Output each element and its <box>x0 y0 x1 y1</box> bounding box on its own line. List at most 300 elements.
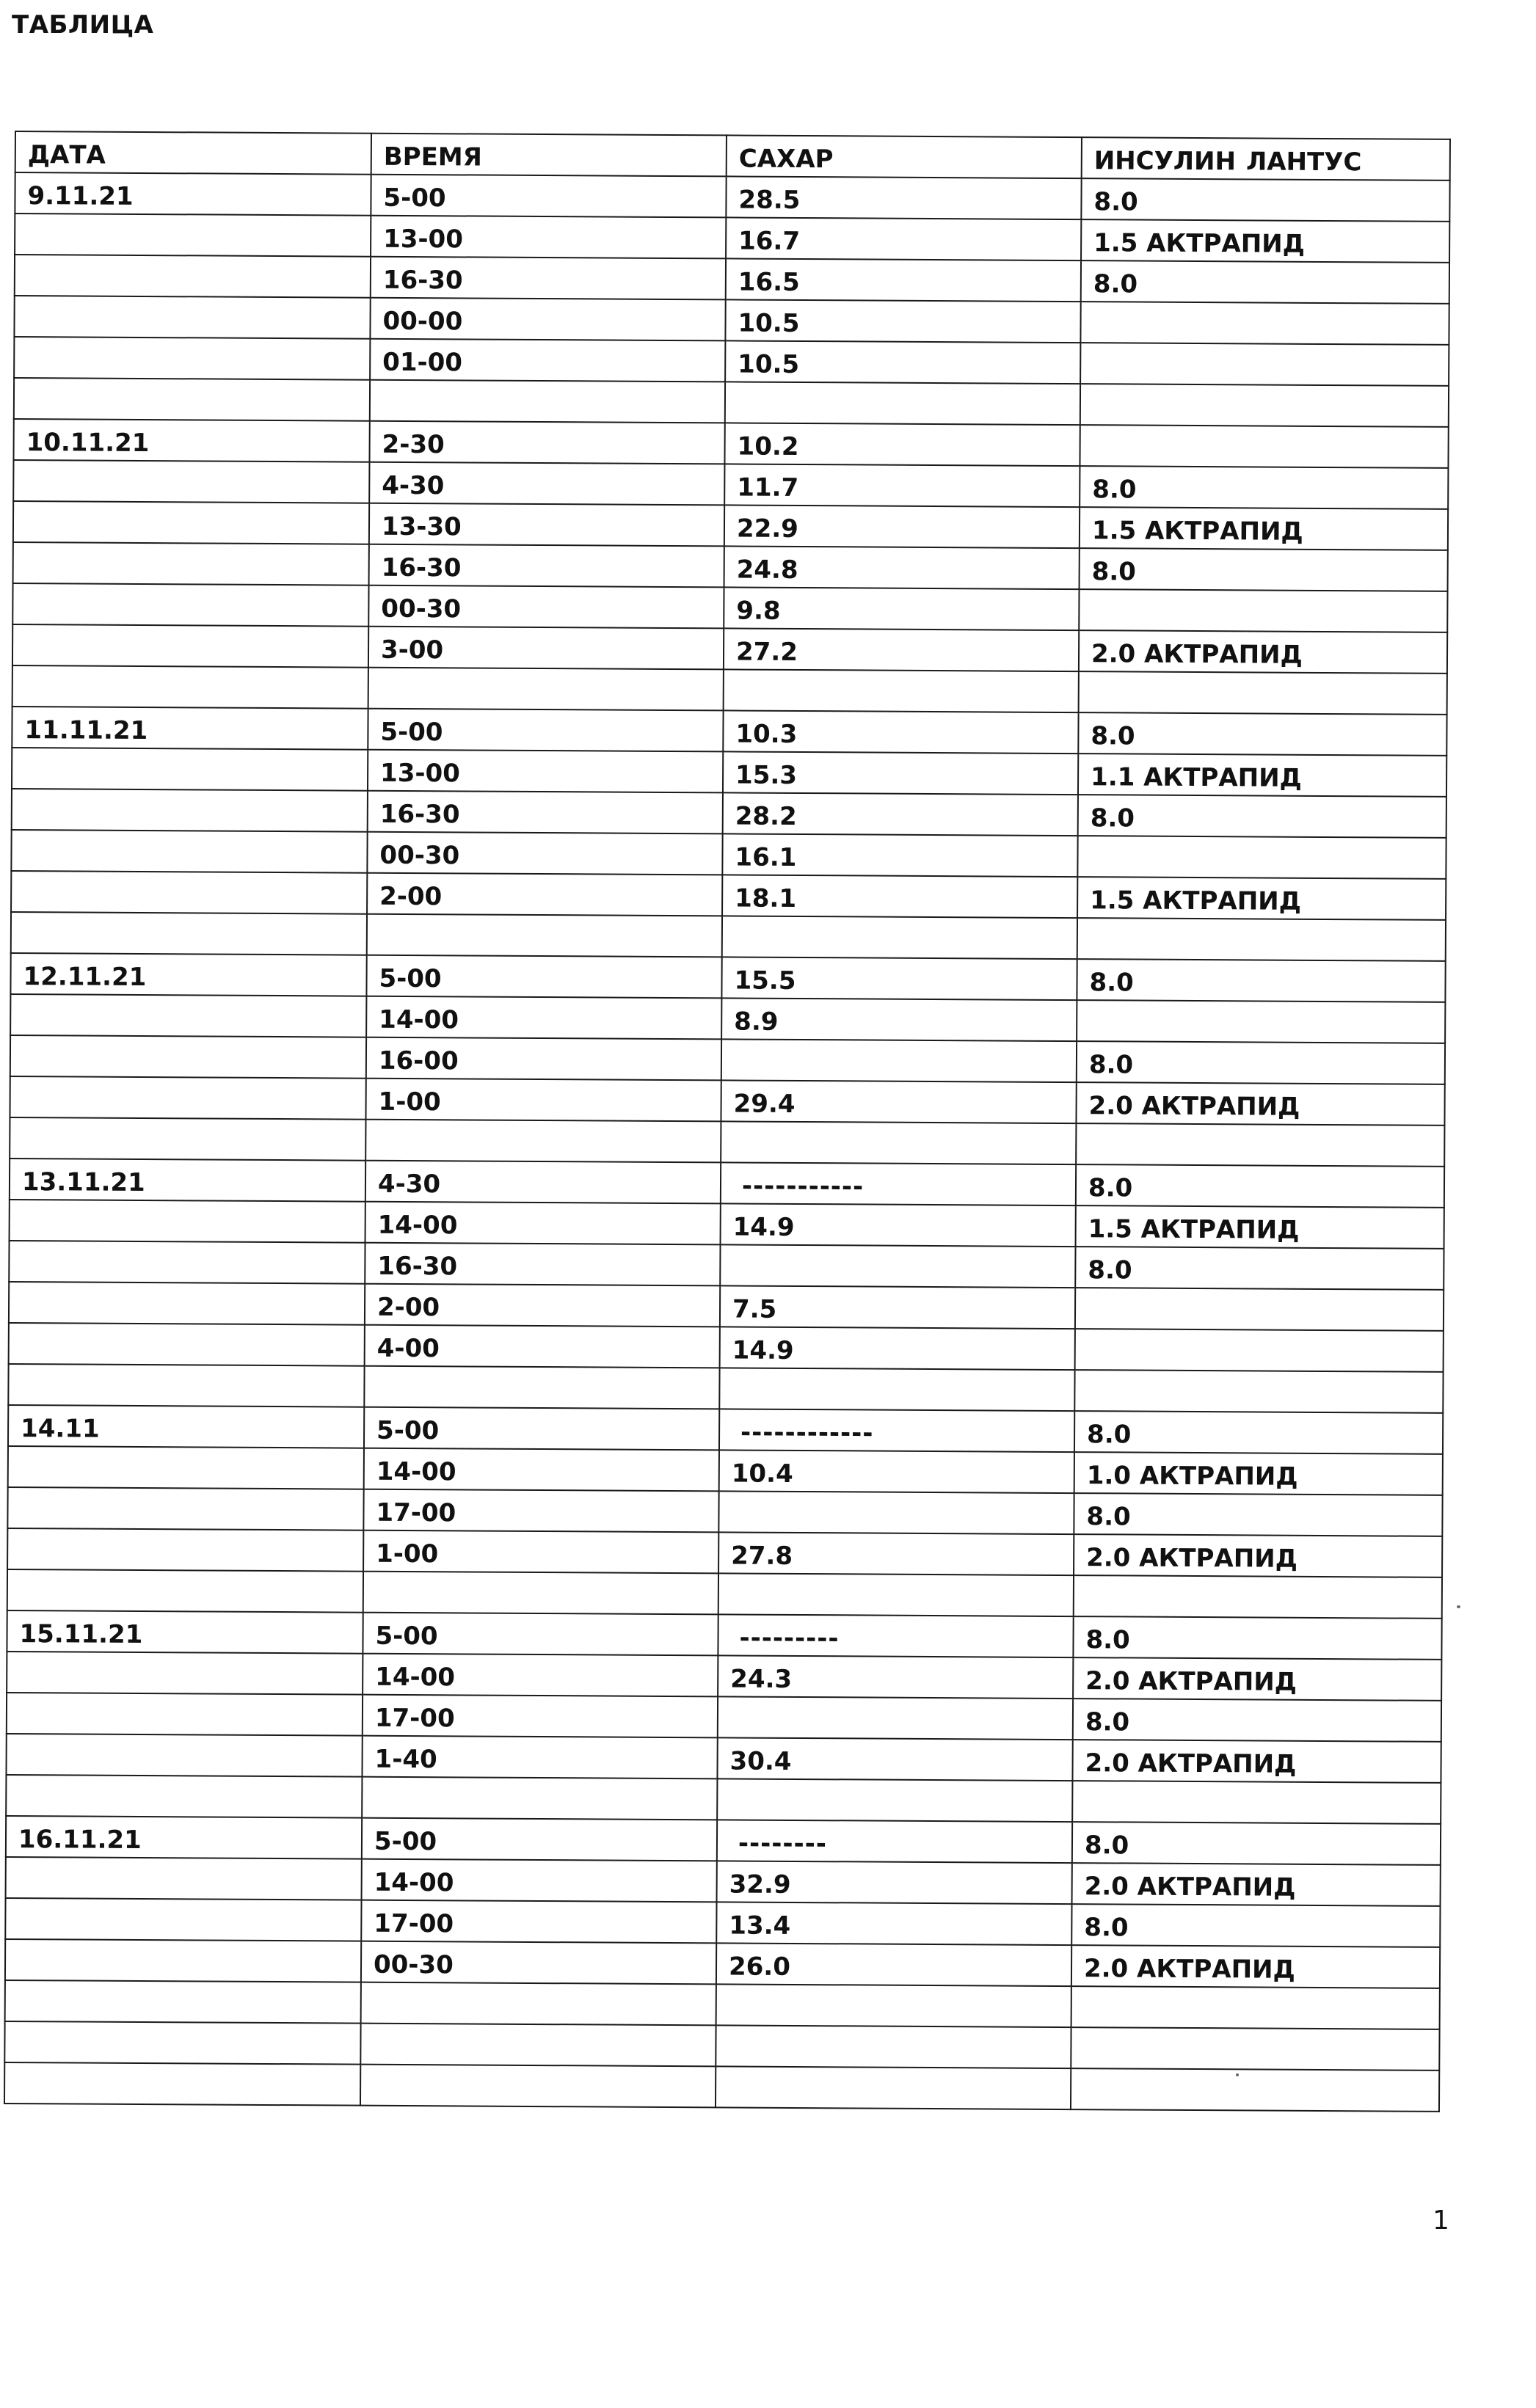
cell-insulin-value: 8.0 <box>1088 1050 1134 1080</box>
cell-sugar-value: 10.3 <box>735 719 798 749</box>
cell-time-value: 01-00 <box>382 347 463 378</box>
cell-insulin-value: 8.0 <box>1086 1420 1132 1450</box>
cell-insulin-value: 1.0 АКТРАПИД <box>1086 1461 1298 1492</box>
cell-insulin <box>1076 1123 1444 1167</box>
cell-insulin <box>1076 1164 1444 1208</box>
cell-sugar-value: 27.2 <box>735 637 798 667</box>
cell-insulin-value: 8.0 <box>1091 721 1135 751</box>
cell-time-value: 4-30 <box>382 470 445 501</box>
cell-sugar-value: 26.0 <box>728 1952 791 1982</box>
cell-sugar <box>716 1943 1071 1986</box>
header-time: ВРЕМЯ <box>371 134 727 177</box>
cell-insulin-value: 1.5 АКТРАПИД <box>1090 886 1302 916</box>
cell-time <box>362 1859 717 1902</box>
cell-time-value: 2-30 <box>382 429 445 460</box>
cell-sugar <box>721 1080 1076 1123</box>
cell-sugar-value: ------------ <box>740 1418 874 1448</box>
cell-insulin <box>1080 343 1449 386</box>
cell-date <box>8 1446 364 1489</box>
cell-sugar-value: 28.5 <box>738 185 801 215</box>
cell-sugar-value: 28.2 <box>735 801 797 831</box>
cell-date <box>6 1775 362 1818</box>
cell-time <box>363 1572 718 1615</box>
cell-time-value: 1-00 <box>376 1539 439 1569</box>
cell-date <box>5 1939 361 1982</box>
cell-time-value: 5-00 <box>379 963 442 994</box>
cell-time <box>363 1695 718 1738</box>
cell-time <box>363 1530 718 1574</box>
cell-insulin-value: 1.5 АКТРАПИД <box>1091 516 1303 547</box>
cell-insulin-value: 2.0 АКТРАПИД <box>1091 639 1303 670</box>
cell-insulin <box>1079 630 1447 674</box>
cell-time <box>364 1366 719 1409</box>
cell-sugar <box>717 1820 1072 1863</box>
cell-insulin <box>1077 1041 1445 1084</box>
cell-date <box>8 1364 364 1407</box>
cell-insulin <box>1080 384 1449 427</box>
cell-sugar <box>725 340 1080 384</box>
cell-sugar-value: 8.9 <box>734 1007 779 1037</box>
cell-insulin <box>1073 1657 1441 1701</box>
cell-sugar <box>719 1409 1074 1452</box>
cell-sugar <box>721 957 1077 1000</box>
cell-time <box>367 832 722 875</box>
cell-sugar <box>723 792 1078 836</box>
cell-insulin <box>1077 918 1446 961</box>
cell-time <box>368 750 723 793</box>
cell-time-value: 13-00 <box>383 224 464 255</box>
header-insulin-type: ЛАНТУС <box>1245 147 1362 178</box>
scan-speck <box>1236 2073 1239 2076</box>
cell-date <box>6 1857 362 1900</box>
cell-sugar <box>717 1778 1072 1822</box>
cell-sugar-value: 16.1 <box>735 842 797 872</box>
cell-sugar <box>726 258 1081 302</box>
cell-date <box>10 1076 365 1120</box>
cell-insulin <box>1074 1575 1442 1619</box>
cell-date-value: 14.11 <box>21 1414 100 1444</box>
cell-time-value: 17-00 <box>374 1703 455 1734</box>
cell-insulin <box>1081 219 1449 263</box>
table-body <box>4 172 1450 2112</box>
cell-sugar <box>719 1450 1074 1493</box>
cell-sugar <box>718 1655 1073 1699</box>
cell-time-value: 13-00 <box>380 758 460 789</box>
cell-insulin <box>1076 1205 1444 1249</box>
cell-insulin <box>1076 1082 1444 1125</box>
cell-time-value: 00-30 <box>373 1949 454 1980</box>
cell-date <box>10 1200 365 1243</box>
cell-sugar <box>726 217 1081 260</box>
cell-insulin <box>1074 1534 1442 1577</box>
cell-insulin <box>1072 1781 1441 1824</box>
cell-sugar <box>723 751 1078 795</box>
cell-time <box>368 668 724 711</box>
cell-time <box>361 1982 716 2026</box>
cell-time-value: 00-00 <box>382 306 463 337</box>
cell-date <box>12 665 368 709</box>
cell-insulin-value: 8.0 <box>1090 803 1135 833</box>
cell-sugar <box>721 1162 1076 1205</box>
scan-speck <box>1457 1605 1460 1608</box>
cell-time-value: 14-00 <box>377 1210 458 1241</box>
cell-date <box>9 1282 365 1325</box>
page-title: ТАБЛИЦА <box>12 10 154 40</box>
cell-date-value: 12.11.21 <box>23 962 147 993</box>
cell-date <box>6 1816 362 1859</box>
cell-sugar <box>716 2066 1071 2109</box>
cell-time <box>365 1325 720 1368</box>
cell-time <box>371 257 726 300</box>
cell-time <box>369 503 724 547</box>
cell-date <box>4 2062 360 2106</box>
cell-time-value: 16-30 <box>382 265 463 296</box>
cell-sugar-value: 10.2 <box>737 431 799 461</box>
cell-time-value: 14-00 <box>376 1456 456 1487</box>
header-sugar: САХАР <box>727 135 1082 178</box>
cell-insulin <box>1080 302 1449 345</box>
cell-time-value: 16-30 <box>381 552 462 583</box>
cell-date <box>5 1898 361 1941</box>
cell-sugar-value: 29.4 <box>733 1089 796 1119</box>
cell-insulin <box>1077 836 1446 879</box>
cell-insulin <box>1071 2027 1439 2070</box>
cell-time <box>370 339 725 382</box>
cell-time <box>365 1243 720 1286</box>
cell-time-value: 4-30 <box>377 1169 441 1200</box>
cell-insulin-value: 8.0 <box>1085 1625 1130 1655</box>
cell-insulin <box>1077 959 1445 1002</box>
cell-sugar-value: 24.3 <box>730 1664 793 1694</box>
cell-time <box>363 1613 718 1656</box>
cell-time <box>370 298 725 341</box>
cell-date <box>13 460 369 503</box>
cell-time-value: 3-00 <box>380 635 444 665</box>
cell-time-value: 14-00 <box>374 1867 454 1898</box>
cell-insulin <box>1075 1329 1444 1372</box>
cell-time <box>371 175 726 218</box>
cell-time <box>368 791 723 834</box>
cell-sugar <box>721 1203 1076 1247</box>
cell-date <box>4 2021 360 2065</box>
cell-time-value: 5-00 <box>375 1621 438 1652</box>
cell-insulin <box>1071 2068 1439 2112</box>
cell-sugar-value: 13.4 <box>729 1911 791 1941</box>
cell-sugar <box>718 1491 1074 1534</box>
cell-insulin <box>1075 1247 1444 1290</box>
cell-date <box>7 1652 363 1695</box>
cell-sugar <box>724 628 1079 671</box>
cell-insulin <box>1074 1411 1443 1454</box>
cell-time <box>363 1654 718 1697</box>
cell-insulin <box>1080 425 1448 468</box>
cell-date <box>7 1528 363 1572</box>
cell-insulin <box>1074 1493 1442 1536</box>
cell-insulin <box>1071 1945 1440 1988</box>
cell-date <box>10 1035 366 1079</box>
cell-insulin <box>1072 1822 1441 1865</box>
cell-time <box>369 462 724 506</box>
cell-time <box>368 627 724 670</box>
cell-sugar <box>718 1573 1074 1616</box>
cell-insulin <box>1079 589 1447 632</box>
cell-sugar <box>724 505 1080 548</box>
cell-sugar-value: 15.3 <box>735 760 798 790</box>
cell-time <box>365 1161 721 1204</box>
header-date: ДАТА <box>15 131 371 175</box>
cell-time-value: 17-00 <box>376 1497 456 1528</box>
cell-time <box>365 1079 721 1122</box>
cell-sugar-value: ----------- <box>741 1171 865 1202</box>
cell-sugar <box>722 875 1077 918</box>
cell-date-value: 16.11.21 <box>18 1825 142 1856</box>
cell-date <box>12 707 368 750</box>
cell-sugar <box>724 669 1079 712</box>
cell-date <box>15 172 371 216</box>
cell-time <box>370 380 725 423</box>
cell-insulin-value: 8.0 <box>1088 1173 1133 1203</box>
cell-time-value: 14-00 <box>379 1004 459 1035</box>
cell-insulin-value: 8.0 <box>1091 557 1137 587</box>
cell-date <box>7 1487 363 1530</box>
cell-date <box>6 1734 362 1777</box>
cell-date <box>13 542 369 585</box>
cell-insulin-value: 1.5 АКТРАПИД <box>1088 1214 1300 1245</box>
cell-time-value: 17-00 <box>374 1908 454 1939</box>
cell-time <box>365 1284 720 1327</box>
cell-insulin <box>1080 466 1448 509</box>
cell-sugar <box>720 1327 1075 1370</box>
cell-date-value: 11.11.21 <box>24 715 148 746</box>
cell-sugar <box>717 1737 1072 1781</box>
cell-insulin <box>1072 1740 1441 1783</box>
cell-date <box>10 953 366 996</box>
glucose-insulin-log-table <box>4 131 1451 2112</box>
page-number: 1 <box>1433 2205 1449 2236</box>
cell-time <box>366 955 721 999</box>
cell-sugar <box>725 382 1080 425</box>
cell-sugar-value: 16.5 <box>738 267 800 297</box>
cell-time <box>365 1202 721 1245</box>
cell-sugar-value: 9.8 <box>736 596 781 626</box>
cell-insulin-value: 2.0 АКТРАПИД <box>1083 1954 1295 1985</box>
cell-insulin <box>1080 548 1448 591</box>
cell-insulin-value: 2.0 АКТРАПИД <box>1088 1091 1300 1122</box>
cell-sugar-value: 14.9 <box>732 1335 794 1365</box>
cell-time <box>371 216 726 259</box>
cell-sugar-value: 10.4 <box>731 1459 793 1489</box>
cell-date <box>11 912 367 955</box>
cell-sugar <box>723 710 1078 754</box>
cell-insulin <box>1077 1000 1445 1043</box>
cell-sugar-value: 16.7 <box>738 226 801 256</box>
cell-time-value: 13-30 <box>381 511 462 542</box>
cell-sugar <box>721 998 1077 1041</box>
cell-sugar-value: 7.5 <box>732 1294 777 1324</box>
cell-date <box>14 378 370 421</box>
cell-date-value: 10.11.21 <box>26 428 150 459</box>
cell-time-value: 1-40 <box>374 1744 437 1775</box>
cell-insulin <box>1074 1452 1443 1495</box>
cell-sugar-value: 15.5 <box>734 966 796 996</box>
cell-insulin-value: 8.0 <box>1092 475 1137 505</box>
cell-time <box>366 1037 721 1081</box>
cell-time-value: 16-30 <box>377 1251 458 1282</box>
cell-date-value: 13.11.21 <box>21 1167 145 1198</box>
cell-sugar-value: 27.8 <box>731 1541 793 1571</box>
cell-sugar <box>725 299 1080 343</box>
cell-date <box>13 419 369 462</box>
cell-sugar <box>719 1368 1074 1411</box>
cell-sugar-value: --------- <box>739 1623 840 1654</box>
cell-time <box>364 1448 719 1492</box>
cell-date <box>13 501 369 544</box>
cell-insulin-value: 8.0 <box>1086 1502 1131 1532</box>
cell-date <box>14 296 370 339</box>
cell-insulin <box>1078 754 1446 797</box>
cell-insulin <box>1072 1863 1441 1906</box>
cell-time <box>362 1736 717 1779</box>
cell-sugar <box>724 587 1079 630</box>
cell-date <box>15 255 371 298</box>
cell-date <box>12 624 368 668</box>
cell-date <box>10 1159 365 1202</box>
cell-date-value: 15.11.21 <box>19 1619 143 1650</box>
cell-sugar-value: 24.8 <box>736 555 798 585</box>
cell-sugar-value: 11.7 <box>737 473 799 503</box>
cell-insulin-value: 2.0 АКТРАПИД <box>1084 1872 1296 1902</box>
cell-date-value: 9.11.21 <box>27 181 134 211</box>
table-row <box>4 2062 1439 2112</box>
cell-sugar <box>724 464 1080 507</box>
cell-sugar-value: 32.9 <box>729 1869 791 1900</box>
cell-time-value: 16-00 <box>378 1046 459 1076</box>
cell-insulin <box>1075 1288 1444 1331</box>
cell-time <box>368 709 723 752</box>
cell-time-value: 4-00 <box>376 1333 440 1364</box>
cell-sugar-value: 30.4 <box>729 1746 792 1776</box>
cell-insulin <box>1074 1370 1443 1413</box>
cell-insulin-value: 8.0 <box>1093 187 1138 217</box>
cell-insulin-value: 2.0 АКТРАПИД <box>1085 1748 1297 1779</box>
header-insulin <box>1082 137 1450 180</box>
header-insulin-label: ИНСУЛИН <box>1093 146 1237 177</box>
cell-sugar <box>721 1039 1077 1082</box>
cell-insulin <box>1071 1986 1440 2029</box>
cell-date <box>9 1241 365 1284</box>
cell-time <box>360 2024 716 2067</box>
cell-insulin <box>1080 507 1448 550</box>
cell-sugar <box>722 916 1077 959</box>
cell-insulin-value: 8.0 <box>1088 1255 1132 1285</box>
cell-insulin <box>1078 795 1446 838</box>
cell-date <box>7 1693 363 1736</box>
cell-insulin-value: 1.1 АКТРАПИД <box>1090 762 1303 793</box>
cell-date <box>14 337 370 380</box>
cell-insulin <box>1081 178 1449 222</box>
cell-time <box>364 1407 719 1451</box>
cell-sugar <box>726 176 1081 219</box>
cell-insulin <box>1073 1699 1441 1742</box>
cell-sugar <box>720 1285 1075 1329</box>
cell-date <box>12 748 368 791</box>
cell-sugar-value: 10.5 <box>738 349 800 379</box>
cell-time <box>362 1818 717 1861</box>
cell-date <box>8 1405 364 1448</box>
cell-date <box>7 1610 363 1654</box>
cell-sugar <box>724 546 1080 589</box>
cell-time-value: 5-00 <box>376 1415 440 1446</box>
cell-time-value: 1-00 <box>378 1087 441 1117</box>
cell-time <box>365 1120 721 1163</box>
cell-time-value: 2-00 <box>376 1292 440 1323</box>
cell-sugar <box>718 1696 1073 1740</box>
cell-date <box>11 830 367 873</box>
cell-time <box>367 914 722 957</box>
cell-insulin-value: 1.5 АКТРАПИД <box>1093 228 1306 259</box>
cell-insulin <box>1079 671 1447 715</box>
cell-date <box>10 1117 365 1161</box>
cell-time <box>363 1489 718 1533</box>
cell-time <box>362 1777 717 1820</box>
cell-sugar <box>721 1121 1076 1164</box>
cell-insulin <box>1073 1616 1441 1660</box>
cell-time-value: 2-00 <box>379 881 443 912</box>
cell-date <box>10 994 366 1037</box>
cell-time <box>361 1900 716 1944</box>
cell-sugar-value: 22.9 <box>736 514 798 544</box>
cell-insulin-value: 8.0 <box>1084 1831 1129 1861</box>
cell-insulin-value: 8.0 <box>1085 1707 1130 1737</box>
cell-time <box>360 2065 716 2108</box>
cell-date <box>9 1323 365 1366</box>
cell-sugar <box>716 1984 1071 2027</box>
cell-time <box>366 996 721 1040</box>
cell-sugar-value: -------- <box>738 1828 827 1859</box>
cell-sugar <box>717 1861 1072 1904</box>
cell-time <box>368 585 724 629</box>
cell-insulin-value: 8.0 <box>1084 1913 1129 1943</box>
cell-time <box>367 873 722 916</box>
cell-sugar-value: 18.1 <box>735 883 797 913</box>
cell-date <box>7 1569 363 1613</box>
cell-date <box>12 789 368 832</box>
cell-insulin-value: 2.0 АКТРАПИД <box>1085 1666 1297 1697</box>
cell-insulin <box>1071 1904 1440 1947</box>
cell-time-value: 5-00 <box>383 183 446 214</box>
cell-insulin <box>1081 260 1449 304</box>
cell-insulin <box>1078 712 1446 756</box>
cell-insulin-value: 8.0 <box>1093 269 1138 299</box>
cell-date <box>12 583 368 627</box>
cell-time <box>369 544 724 588</box>
cell-sugar <box>718 1532 1074 1575</box>
cell-time-value: 5-00 <box>380 717 443 748</box>
cell-insulin-value: 2.0 АКТРАПИД <box>1086 1543 1298 1574</box>
cell-time-value: 5-00 <box>374 1826 437 1857</box>
cell-sugar <box>720 1244 1075 1288</box>
cell-insulin-value: 8.0 <box>1089 968 1134 998</box>
cell-sugar <box>718 1614 1073 1657</box>
cell-sugar <box>716 2025 1071 2068</box>
cell-time-value: 00-30 <box>381 594 462 624</box>
cell-time <box>369 421 724 464</box>
cell-sugar <box>716 1902 1071 1945</box>
cell-time-value: 16-30 <box>379 799 460 830</box>
cell-date <box>15 214 371 257</box>
cell-date <box>5 1980 361 2024</box>
cell-time-value: 00-30 <box>379 840 460 871</box>
